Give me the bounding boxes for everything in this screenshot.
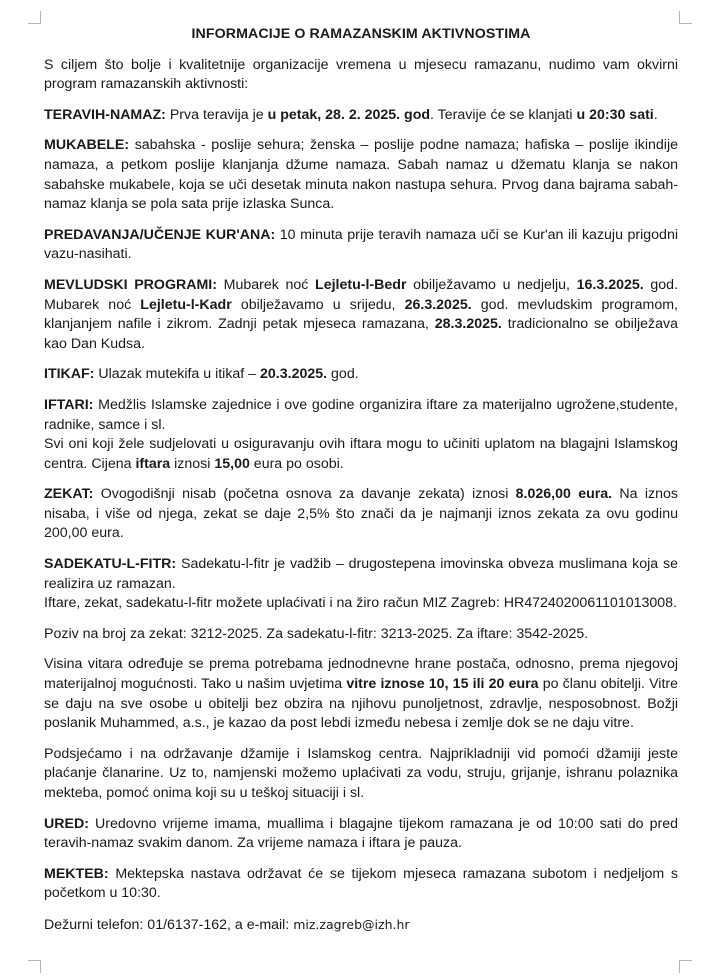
teravih-text-3: . bbox=[653, 106, 658, 123]
mevludski-label: MEVLUDSKI PROGRAMI: bbox=[44, 276, 217, 293]
zekat-amount: 8.026,00 eura. bbox=[515, 486, 613, 503]
teravih-time: u 20:30 sati bbox=[576, 106, 654, 123]
iftari-price: 15,00 bbox=[214, 455, 250, 472]
mevludski-text-3: god. Mubarek noć bbox=[44, 276, 678, 313]
teravih-label: TERAVIH-NAMAZ: bbox=[44, 106, 166, 123]
contact-paragraph bbox=[44, 915, 678, 936]
iftari-label: IFTARI: bbox=[44, 396, 94, 413]
sadekatul-paragraph-2: Iftare, zekat, sadekatu-l-fitr možete uplaćivati i na žiro račun MIZ Zagreb: HR4724020061101013008. bbox=[44, 595, 677, 612]
mevludski-text: Mubarek noć bbox=[216, 276, 316, 293]
ured-text: Uredovno vrijeme imama, muallima i blagajne tijekom ramazana je od 10:00 sati do pred teravih-namaz svakim danom. Za vrijeme namaza i iftara je pauza. bbox=[44, 815, 678, 852]
mevludski-text-2: obilježavamo u nedjelju, bbox=[406, 276, 577, 293]
iftari-text: Medžlis Islamske zajednice i ove godine organizira iftare za materijalno ugrožene,studente, radnike, samce i sl. bbox=[44, 396, 678, 433]
predavanja-label: PREDAVANJA/UČENJE KUR'ANA: bbox=[44, 226, 276, 243]
teravih-text: Prva teravija je bbox=[165, 106, 268, 123]
contact-email[interactable]: miz.zagreb@izh.hr bbox=[293, 916, 410, 932]
sadekatul-paragraph bbox=[44, 555, 678, 594]
zekat-text-2: Na iznos nisaba, i više od njega, zekat se daje 2,5% što znači da je najmanji iznos zekata za ovu godinu 200,00 eura. bbox=[44, 486, 679, 542]
itikaf-text-2: god. bbox=[327, 366, 359, 383]
crop-mark-top-right bbox=[679, 11, 692, 24]
mevludski-date-3: 28.3.2025. bbox=[434, 316, 502, 333]
contact-text: Dežurni telefon: 01/6137-162, a e-mail: bbox=[44, 916, 294, 933]
mevludski-paragraph bbox=[44, 276, 678, 354]
crop-mark-bottom-left bbox=[28, 960, 41, 973]
mevludski-date-2: 26.3.2025. bbox=[404, 296, 472, 313]
itikaf-date: 20.3.2025. bbox=[260, 366, 328, 383]
iftari-text-4: eura po osobi. bbox=[249, 455, 344, 472]
crop-mark-bottom-right bbox=[679, 960, 692, 973]
intro-paragraph: S ciljem što bolje i kvalitetnije organizacije vremena u mjesecu ramazanu, nudimo vam okvirni program ramazanskih aktivnosti: bbox=[44, 56, 678, 93]
teravih-paragraph bbox=[44, 106, 678, 126]
mekteb-label: MEKTEB: bbox=[44, 865, 109, 882]
vitra-text-2: po članu obitelji. Vitre se daju na sve osobe u obitelji bez obzira na njihovu punoljetnost, zdravlje, nesposobnost. Božji poslanik Muhammed, a.s., je kazao da post lebdi između nebesa i zemlje dok se ne daju vitre. bbox=[44, 676, 678, 732]
crop-mark-top-left bbox=[28, 11, 41, 24]
iftari-paragraph bbox=[44, 396, 678, 435]
poziv-paragraph: Poziv na broj za zekat: 3212-2025. Za sadekatu-l-fitr: 3213-2025. Za iftare: 3542-2025. bbox=[44, 625, 589, 642]
podsjecamo-paragraph: Podsjećamo i na održavanje džamije i Islamskog centra. Najprikladniji vid pomoći džamiji jeste plaćanje članarine. Uz to, namjenski možemo uplaćivati za vodu, struju, grijanje, ishranu polaznika mekteba, pomoć onima koji su u teškoj situaciji i sl. bbox=[44, 745, 678, 801]
iftari-word: iftara bbox=[135, 455, 171, 472]
mevludski-kadr: Lejletu-l-Kadr bbox=[140, 296, 232, 313]
iftari-paragraph-2 bbox=[44, 435, 678, 474]
mevludski-text-6: tradicionalno se obilježava kao Dan Kudsa. bbox=[44, 316, 678, 352]
zekat-text: Ovogodišnji nisab (početna osnova za davanje zekata) iznosi bbox=[93, 486, 516, 503]
itikaf-text: Ulazak mutekifa u itikaf – bbox=[94, 366, 261, 383]
teravih-date: u petak, 28. 2. 2025. god bbox=[267, 106, 431, 123]
vitra-amounts: vitre iznose 10, 15 ili 20 eura bbox=[346, 676, 539, 693]
document-page bbox=[44, 25, 678, 947]
itikaf-paragraph bbox=[44, 365, 678, 385]
mukabele-paragraph bbox=[44, 136, 678, 214]
sadekatul-label: SADEKATU-L-FITR: bbox=[44, 556, 177, 573]
document-title: INFORMACIJE O RAMAZANSKIM AKTIVNOSTIMA bbox=[191, 26, 531, 42]
mekteb-text: Mektepska nastava održavat će se tijekom mjeseca ramazana subotom i nedjeljom s početkom u 10:30. bbox=[44, 865, 678, 902]
iftari-text-3: iznosi bbox=[170, 455, 215, 472]
sadekatul-text: Sadekatu-l-fitr je vadžib – drugostepena imovinska obveza muslimana koja se realizira uz ramazan. bbox=[44, 556, 678, 592]
predavanja-paragraph bbox=[44, 226, 678, 265]
ured-paragraph bbox=[44, 815, 678, 854]
iftari-text-2: Svi oni koji žele sudjelovati u osiguravanju ovih iftara mogu to učiniti uplatom na blagajni Islamskog centra. Cijena bbox=[44, 436, 678, 472]
predavanja-text: 10 minuta prije teravih namaza uči se Kur'an ili kazuju prigodni vazu-nasihati. bbox=[44, 226, 678, 263]
mevludski-text-5: god. mevludskim programom, klanjanjem nafile i zikrom. Zadnji petak mjeseca ramazana, bbox=[44, 296, 678, 333]
zekat-label: ZEKAT: bbox=[44, 486, 94, 503]
itikaf-label: ITIKAF: bbox=[44, 366, 95, 383]
teravih-text-2: . Teravije će se klanjati bbox=[430, 106, 577, 123]
mekteb-paragraph bbox=[44, 865, 678, 904]
mevludski-date-1: 16.3.2025. bbox=[576, 276, 644, 293]
mukabele-label: MUKABELE: bbox=[44, 137, 130, 154]
vitra-paragraph bbox=[44, 655, 678, 733]
zekat-paragraph bbox=[44, 485, 678, 544]
mevludski-bedr: Lejletu-l-Bedr bbox=[315, 276, 407, 293]
ured-label: URED: bbox=[44, 815, 89, 832]
mukabele-text: sabahska - poslije sehura; ženska – poslije podne namaza; hafiska – poslije ikindije namaza, a petkom poslije klanjanja džume namaza. Sabah namaz u džematu klanja se nakon sabahske mukabele, koja se uči desetak minuta nakon nastupa sehura. Prvog dana bajrama sabah-namaz klanja se pola sata prije izlaska Sunca. bbox=[44, 137, 678, 213]
vitra-text: Visina vitara određuje se prema potrebama jednodnevne hrane postača, odnosno, prema njegovoj materijalnoj mogućnosti. Tako u našim uvjetima bbox=[44, 656, 678, 693]
mevludski-text-4: obilježavamo u srijedu, bbox=[231, 296, 405, 313]
